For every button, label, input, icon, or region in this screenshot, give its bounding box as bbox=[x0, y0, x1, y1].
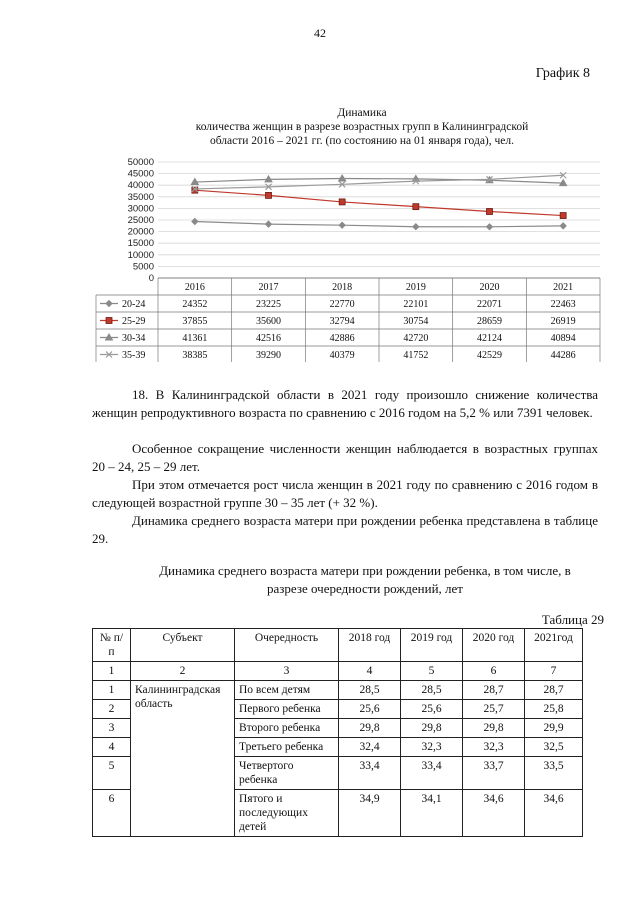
table-label: Таблица 29 bbox=[541, 612, 604, 627]
x-tick-label: 2021 bbox=[553, 282, 574, 293]
data-label: 42720 bbox=[403, 333, 429, 344]
row-num: 4 bbox=[93, 738, 131, 757]
data-point bbox=[560, 213, 566, 219]
data-point bbox=[487, 209, 493, 215]
series-line-20-24 bbox=[195, 222, 563, 227]
order-cell: Первого ребенка bbox=[235, 700, 339, 719]
header-cell: 2021год bbox=[525, 629, 583, 662]
chart-title-line: области 2016 – 2021 гг. (по состоянию на 01 января года), чел. bbox=[209, 135, 515, 147]
row-num: 1 bbox=[93, 681, 131, 700]
data-label: 41361 bbox=[182, 333, 208, 344]
data-label: 44286 bbox=[550, 350, 576, 361]
header-cell: 2018 год bbox=[339, 629, 401, 662]
y-tick-label: 30000 bbox=[127, 203, 154, 215]
y-tick-label: 50000 bbox=[127, 157, 154, 168]
legend-label: 30-34 bbox=[122, 333, 146, 344]
colnum-cell: 7 bbox=[525, 662, 583, 681]
data-label: 42124 bbox=[477, 333, 502, 344]
value-cell: 28,7 bbox=[525, 681, 583, 700]
data-label: 42516 bbox=[256, 333, 281, 344]
legend-label: 35-39 bbox=[122, 350, 146, 361]
legend-label: 20-24 bbox=[122, 299, 146, 310]
table-row bbox=[93, 681, 583, 700]
data-label: 22071 bbox=[477, 299, 502, 310]
colnum-cell: 4 bbox=[339, 662, 401, 681]
data-label: 22770 bbox=[329, 299, 355, 310]
value-cell: 25,6 bbox=[401, 700, 463, 719]
x-tick-label: 2016 bbox=[184, 282, 205, 293]
colnum-cell: 5 bbox=[401, 662, 463, 681]
data-label: 30754 bbox=[403, 316, 429, 327]
order-cell: Второго ребенка bbox=[235, 719, 339, 738]
y-tick-label: 5000 bbox=[132, 261, 154, 273]
series-line-25-29 bbox=[195, 190, 563, 215]
data-label: 40379 bbox=[329, 350, 355, 361]
row-num: 2 bbox=[93, 700, 131, 719]
table-header-row bbox=[93, 629, 583, 662]
table-caption: Динамика среднего возраста матери при рождении ребенка, в том числе, в разрезе очередности рождений, лет bbox=[159, 563, 571, 596]
value-cell: 29,8 bbox=[463, 719, 525, 738]
value-cell: 29,8 bbox=[339, 719, 401, 738]
order-cell: Пятого и последующих детей bbox=[235, 790, 339, 837]
y-tick-label: 45000 bbox=[127, 168, 154, 180]
y-tick-label: 15000 bbox=[127, 238, 154, 250]
y-tick-label: 40000 bbox=[127, 180, 154, 192]
data-point bbox=[192, 187, 198, 193]
value-cell: 34,6 bbox=[525, 790, 583, 837]
header-cell: 2020 год bbox=[463, 629, 525, 662]
colnum-cell: 6 bbox=[463, 662, 525, 681]
paragraph-4: Динамика среднего возраста матери при рождении ребенка представлена в таблице 29. bbox=[92, 513, 598, 546]
value-cell: 34,9 bbox=[339, 790, 401, 837]
data-label: 42529 bbox=[477, 350, 502, 361]
data-label: 35600 bbox=[256, 316, 281, 327]
data-label: 40894 bbox=[550, 333, 576, 344]
y-tick-label: 10000 bbox=[127, 249, 154, 261]
data-point bbox=[266, 221, 272, 227]
header-cell: 2019 год bbox=[401, 629, 463, 662]
data-label: 41752 bbox=[403, 350, 429, 361]
data-label: 28659 bbox=[477, 316, 502, 327]
value-cell: 32,3 bbox=[463, 738, 525, 757]
value-cell: 28,5 bbox=[401, 681, 463, 700]
data-label: 24352 bbox=[182, 299, 208, 310]
x-tick-label: 2017 bbox=[258, 282, 279, 293]
chart-title-line: Динамика bbox=[337, 107, 387, 119]
page-number: 42 bbox=[314, 26, 326, 40]
row-num: 3 bbox=[93, 719, 131, 738]
data-point bbox=[339, 199, 345, 205]
legend-label: 25-29 bbox=[122, 316, 146, 327]
paragraph-1: 18. В Калининградской области в 2021 году произошло снижение количества женщин репродуктивного возраста по сравнению с 2016 годом на 5,2 % или 7391 человек. bbox=[92, 387, 598, 420]
data-label: 22463 bbox=[550, 299, 576, 310]
value-cell: 33,4 bbox=[339, 757, 401, 790]
value-cell: 29,8 bbox=[401, 719, 463, 738]
colnum-cell: 1 bbox=[93, 662, 131, 681]
colnum-cell: 2 bbox=[131, 662, 235, 681]
value-cell: 28,5 bbox=[339, 681, 401, 700]
order-cell: Третьего ребенка bbox=[235, 738, 339, 757]
legend-marker bbox=[106, 301, 112, 307]
data-point bbox=[413, 204, 419, 210]
subject-cell: Калининградская область bbox=[131, 681, 235, 837]
value-cell: 32,3 bbox=[401, 738, 463, 757]
paragraph-3: При этом отмечается рост числа женщин в 2021 году по сравнению с 2016 годом в следующей возрастной группе 30 – 35 лет (+ 32 %). bbox=[92, 477, 598, 510]
y-tick-label: 0 bbox=[148, 273, 154, 284]
header-cell: Очередность bbox=[235, 629, 339, 662]
data-label: 38385 bbox=[182, 350, 208, 361]
order-cell: По всем детям bbox=[235, 681, 339, 700]
value-cell: 32,5 bbox=[525, 738, 583, 757]
row-num: 6 bbox=[93, 790, 131, 837]
x-tick-label: 2018 bbox=[332, 282, 353, 293]
x-tick-label: 2019 bbox=[405, 282, 426, 293]
chart bbox=[88, 100, 608, 362]
data-point bbox=[339, 222, 345, 228]
value-cell: 25,6 bbox=[339, 700, 401, 719]
value-cell: 34,6 bbox=[463, 790, 525, 837]
value-cell: 33,4 bbox=[401, 757, 463, 790]
paragraph-2: Особенное сокращение численности женщин наблюдается в возрастных группах 20 – 24, 25 – 29 лет. bbox=[92, 441, 598, 474]
series-line-35-39 bbox=[195, 175, 563, 189]
age-table bbox=[92, 628, 583, 837]
data-point bbox=[487, 224, 493, 230]
row-num: 5 bbox=[93, 757, 131, 790]
colnum-cell: 3 bbox=[235, 662, 339, 681]
data-label: 39290 bbox=[256, 350, 281, 361]
value-cell: 28,7 bbox=[463, 681, 525, 700]
data-label: 32794 bbox=[329, 316, 355, 327]
value-cell: 25,7 bbox=[463, 700, 525, 719]
legend-marker bbox=[106, 318, 112, 324]
data-label: 22101 bbox=[403, 299, 429, 310]
data-point bbox=[560, 223, 566, 229]
value-cell: 33,5 bbox=[525, 757, 583, 790]
data-label: 23225 bbox=[256, 299, 281, 310]
value-cell: 34,1 bbox=[401, 790, 463, 837]
graph-label: График 8 bbox=[535, 66, 590, 81]
data-label: 42886 bbox=[329, 333, 355, 344]
y-tick-label: 20000 bbox=[127, 226, 154, 238]
header-cell: Субъект bbox=[131, 629, 235, 662]
table-colnum-row bbox=[93, 662, 583, 681]
order-cell: Четвертого ребенка bbox=[235, 757, 339, 790]
value-cell: 25,8 bbox=[525, 700, 583, 719]
chart-svg bbox=[88, 100, 608, 362]
x-tick-label: 2020 bbox=[479, 282, 500, 293]
y-tick-label: 35000 bbox=[127, 191, 154, 203]
value-cell: 29,9 bbox=[525, 719, 583, 738]
y-tick-label: 25000 bbox=[127, 215, 154, 226]
value-cell: 32,4 bbox=[339, 738, 401, 757]
data-point bbox=[413, 224, 419, 230]
chart-title-line: количества женщин в разрезе возрастных групп в Калининградской bbox=[195, 121, 529, 133]
value-cell: 33,7 bbox=[463, 757, 525, 790]
data-label: 26919 bbox=[550, 316, 576, 327]
data-label: 37855 bbox=[182, 316, 208, 327]
data-point bbox=[192, 219, 198, 225]
data-point bbox=[266, 192, 272, 198]
header-cell: № п/п bbox=[93, 629, 131, 662]
